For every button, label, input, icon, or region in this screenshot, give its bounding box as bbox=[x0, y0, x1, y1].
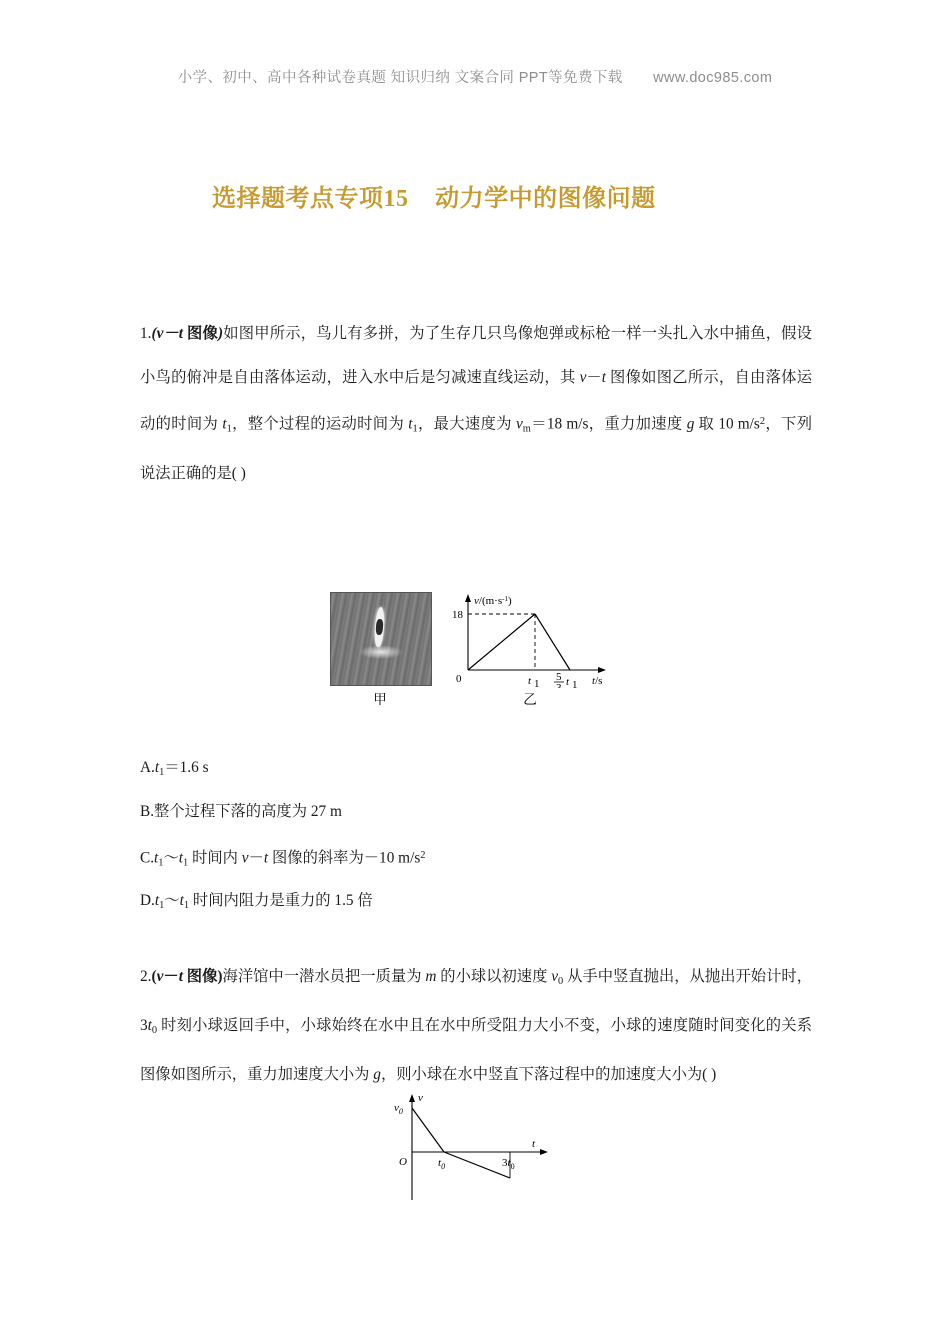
y-tick-v0: $v_0$ bbox=[394, 1102, 403, 1116]
origin-label-0: 0 bbox=[456, 673, 462, 685]
x-axis-label-t: t bbox=[532, 1138, 536, 1150]
question-2-tag: (v－t 图像) bbox=[151, 968, 223, 985]
x-axis-label: t/s bbox=[592, 675, 603, 687]
question-1-option-d: $D.t_1\sim t_1$ 时间内阻力是重力的 1.5 倍 bbox=[140, 892, 373, 911]
x-tick-frac-num: 5 bbox=[556, 671, 562, 683]
figure-1 bbox=[330, 592, 630, 722]
x-tick-t1-sub: 1 bbox=[534, 678, 540, 688]
question-1-tag: (v－t 图像) bbox=[151, 325, 224, 342]
x-tick-frac-t1: t bbox=[566, 676, 570, 688]
question-1-option-a: $A.t_1=1.6$ s bbox=[140, 759, 209, 778]
watermark-header bbox=[0, 66, 950, 87]
bird-diving-photo bbox=[330, 592, 432, 686]
title-number: 15 bbox=[383, 186, 409, 212]
x-tick-3t0: $3t_0$ bbox=[502, 1157, 515, 1171]
figure-yi-graph bbox=[440, 592, 630, 688]
y-axis-label: $v/(m\cdot s^{-1})$ bbox=[474, 595, 512, 607]
question-1-option-b: B.整个过程下落的高度为 27 m bbox=[140, 803, 342, 820]
water-splash bbox=[359, 645, 403, 659]
y-axis-label-v: v bbox=[418, 1092, 423, 1104]
question-2-text: 2.(v－t 图像)海洋馆中一潜水员把一质量为 m 的小球以初速度 $v_0$ 从手中竖直抛出，从抛出开始计时，$3t_0$ 时刻小球返回手中，小球始终在水中且在水中所受阻力大小不变，小球的速度随时间变化的关系图像如图所示，重力加速度大小为 g，则小球在水中竖直下落过程中的加速度大小为( ) bbox=[140, 968, 812, 1083]
x-tick-t1: t bbox=[528, 675, 532, 687]
title-name: 动力学中的图像问题 bbox=[435, 184, 656, 212]
question-1-number: 1. bbox=[140, 325, 152, 342]
svg-text:1: 1 bbox=[572, 679, 578, 688]
watermark-url: www.doc985.com bbox=[653, 70, 773, 86]
y-tick-18: 18 bbox=[452, 609, 463, 621]
question-1-option-c: $C.t_1\sim t_1$ 时间内 v－t 图像的斜率为－10 $m/s^2$ bbox=[140, 849, 426, 869]
x-tick-t0: $t_0$ bbox=[438, 1157, 446, 1171]
figure-2-graph bbox=[382, 1090, 572, 1210]
x-tick-frac-den: 3 bbox=[556, 682, 562, 688]
page-title bbox=[212, 178, 656, 213]
figure-caption-jia: 甲 bbox=[373, 692, 387, 707]
title-prefix: 选择题考点专项 bbox=[212, 184, 384, 212]
question-1-text: 1.(v－t 图像)如图甲所示，鸟儿有多拼，为了生存几只鸟像炮弹或标枪一样一头扎入水中捕鱼，假设小鸟的俯冲是自由落体运动，进入水中后是匀减速直线运动，其 v－t 图像如图乙所示，自由落体运动的时间为 $t_1$，整个过程的运动时间为 $t_1$，最大速度为 $v_m=18$ m/s，重力加速度 g 取 10 $m/s^2$，下列说法正确的是( ) bbox=[140, 325, 813, 482]
origin-label-O: O bbox=[399, 1156, 407, 1168]
figure-caption-yi: 乙 bbox=[523, 692, 537, 707]
question-2-number: 2. bbox=[140, 968, 152, 985]
watermark-text: 小学、初中、高中各种试卷真题 知识归纳 文案合同 PPT等免费下载 bbox=[177, 70, 623, 86]
bird-shape bbox=[374, 607, 386, 648]
